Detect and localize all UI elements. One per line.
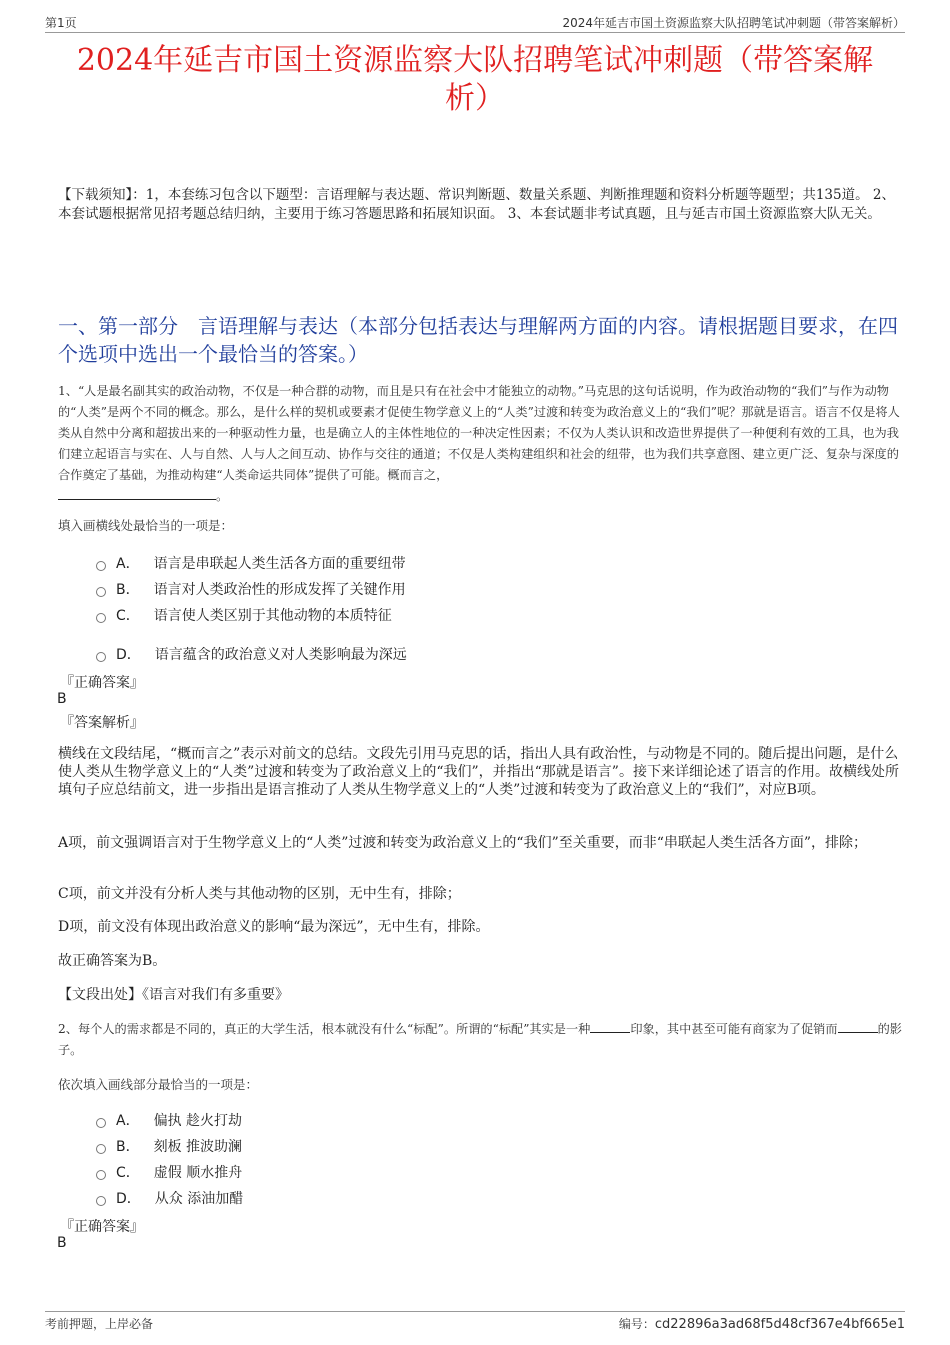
- radio-icon[interactable]: [96, 1118, 106, 1128]
- analysis-paragraph: D项，前文没有体现出政治意义的影响“最为深远”，无中生有，排除。: [58, 919, 490, 935]
- question-1-body: 1、“人是最名副其实的政治动物，不仅是一种合群的动物，而且是只有在社会中才能独立的动物。”马克思的这句话说明，作为政治动物的“我们”与作为动物的“人类”是两个不同的概念。那么，是什么样的契机或要素才促使生物学意义上的“人类”过渡和转变为政治意义上的“我们”呢？那就是语言。语言不仅是将人类从自然中分离和超拔出来的一种驱动性力量，也是确立人的主体性地位的一种决定性因素；不仅为人类认识和改造世界提供了一种便利有效的工具，也为我们建立起语言与实在、人与自然、人与人之间互动、协作与交往的通道；不仅是人类构建组织和社会的纽带，也为我们共享意图、建立更广泛、复杂与深度的合作奠定了基础，为推动构建“人类命运共同体”提供了可能。概而言之，: [58, 384, 900, 482]
- option-text: 偏执 趁火打劫: [153, 1113, 243, 1129]
- radio-icon[interactable]: [96, 1144, 106, 1154]
- question-2-part-a: 2、每个人的需求都是不同的，真正的大学生活，根本就没有什么“标配”。所谓的“标配”其实是一种: [58, 1022, 591, 1036]
- option-letter: D．: [116, 647, 141, 663]
- radio-icon[interactable]: [96, 587, 106, 597]
- option-d[interactable]: [96, 644, 407, 664]
- option-letter: B．: [116, 1139, 140, 1155]
- question-2-part-b: 印象，其中甚至可能有商家为了促销而: [630, 1022, 838, 1036]
- correct-answer-label: 『正确答案』: [60, 675, 144, 691]
- footer-code: [619, 1315, 905, 1332]
- answer-blank: [838, 1020, 878, 1033]
- option-letter: A．: [116, 556, 140, 572]
- page-title: [45, 42, 905, 118]
- correct-answer: B: [57, 1235, 67, 1251]
- radio-icon[interactable]: [96, 561, 106, 571]
- question-2-part-c: 的影子。: [58, 1022, 902, 1057]
- option-c[interactable]: [96, 1162, 242, 1182]
- option-letter: B．: [116, 582, 140, 598]
- analysis-paragraph: C项，前文并没有分析人类与其他动物的区别，无中生有，排除；: [58, 886, 461, 902]
- question-1-prompt: 填入画横线处最恰当的一项是：: [58, 518, 234, 533]
- analysis-paragraph: A项，前文强调语言对于生物学意义上的“人类”过渡和转变为政治意义上的“我们”至关重要，而非“串联起人类生活各方面”，排除；: [58, 835, 868, 851]
- analysis-paragraph: 横线在文段结尾，“概而言之”表示对前文的总结。文段先引用马克思的话，指出人具有政治性，与动物是不同的。随后提出问题，是什么使人类从生物学意义上的“人类”过渡和转变为了政治意义上的“我们”，并指出“那就是语言”。接下来详细论述了语言的作用。故横线处所填句子应总结前文，进一步指出是语言推动了人类从生物学意义上的“人类”过渡和转变为了政治意义上的“我们”，对应B项。: [58, 746, 899, 798]
- question-2-prompt: 依次填入画线部分最恰当的一项是：: [58, 1077, 259, 1092]
- option-text: 语言是串联起人类生活各方面的重要纽带: [153, 556, 406, 572]
- option-text: 语言对人类政治性的形成发挥了关键作用: [153, 582, 406, 598]
- option-text: 语言使人类区别于其他动物的本质特征: [153, 608, 392, 624]
- page-footer: [45, 1311, 905, 1332]
- option-a[interactable]: [96, 1110, 242, 1130]
- analysis-label: 『答案解析』: [60, 715, 144, 731]
- option-text: 虚假 顺水推舟: [153, 1165, 243, 1181]
- correct-answer-label: 『正确答案』: [60, 1219, 144, 1235]
- page-header: [45, 14, 905, 33]
- footer-code-value: cd22896a3ad68f5d48cf367e4bf665e1: [654, 1317, 905, 1332]
- page-number: 第1页: [45, 16, 77, 30]
- correct-answer: B: [57, 691, 67, 707]
- radio-icon[interactable]: [96, 1196, 106, 1206]
- option-letter: C．: [116, 608, 140, 624]
- footer-code-label: 编号：: [618, 1317, 655, 1331]
- option-text: 刻板 推波助澜: [153, 1139, 243, 1155]
- option-text: 语言蕴含的政治意义对人类影响最为深远: [154, 647, 407, 663]
- title-line-2: 析）: [445, 81, 505, 116]
- radio-icon[interactable]: [96, 613, 106, 623]
- question-1-text: [58, 381, 902, 507]
- option-text: 从众 添油加醋: [154, 1191, 244, 1207]
- option-letter: C．: [116, 1165, 140, 1181]
- text-source: 【文段出处】《语言对我们有多重要》: [58, 987, 289, 1003]
- option-b[interactable]: [96, 579, 406, 599]
- radio-icon[interactable]: [96, 652, 106, 662]
- option-a[interactable]: [96, 553, 406, 573]
- radio-icon[interactable]: [96, 1170, 106, 1180]
- question-1-end: 。: [216, 489, 229, 503]
- option-d[interactable]: [96, 1188, 243, 1208]
- answer-blank: [58, 487, 216, 500]
- question-2-text: [58, 1019, 902, 1061]
- option-letter: A．: [116, 1113, 140, 1129]
- header-doc-title: 2024年延吉市国土资源监察大队招聘笔试冲刺题（带答案解析）: [562, 16, 905, 30]
- title-line-1: 2024年延吉市国土资源监察大队招聘笔试冲刺题（带答案解: [76, 43, 874, 78]
- option-b[interactable]: [96, 1136, 242, 1156]
- download-notice: 【下载须知】：1，本套练习包含以下题型：言语理解与表达题、常识判断题、数量关系题、判断推理题和资料分析题等题型；共135道。 2、本套试题根据常见招考题总结归纳，主要用于练习答题思路和拓展知识面。 3、本套试题非考试真题，且与延吉市国土资源监察大队无关。: [58, 187, 895, 222]
- footer-slogan: 考前押题，上岸必备: [45, 1317, 154, 1331]
- analysis-conclusion: 故正确答案为B。: [58, 953, 167, 969]
- option-letter: D．: [116, 1191, 141, 1207]
- section-title: 一、第一部分 言语理解与表达（本部分包括表达与理解两方面的内容。请根据题目要求，在四个选项中选出一个最恰当的答案。）: [58, 314, 898, 366]
- answer-blank: [590, 1020, 630, 1033]
- option-c[interactable]: [96, 605, 392, 625]
